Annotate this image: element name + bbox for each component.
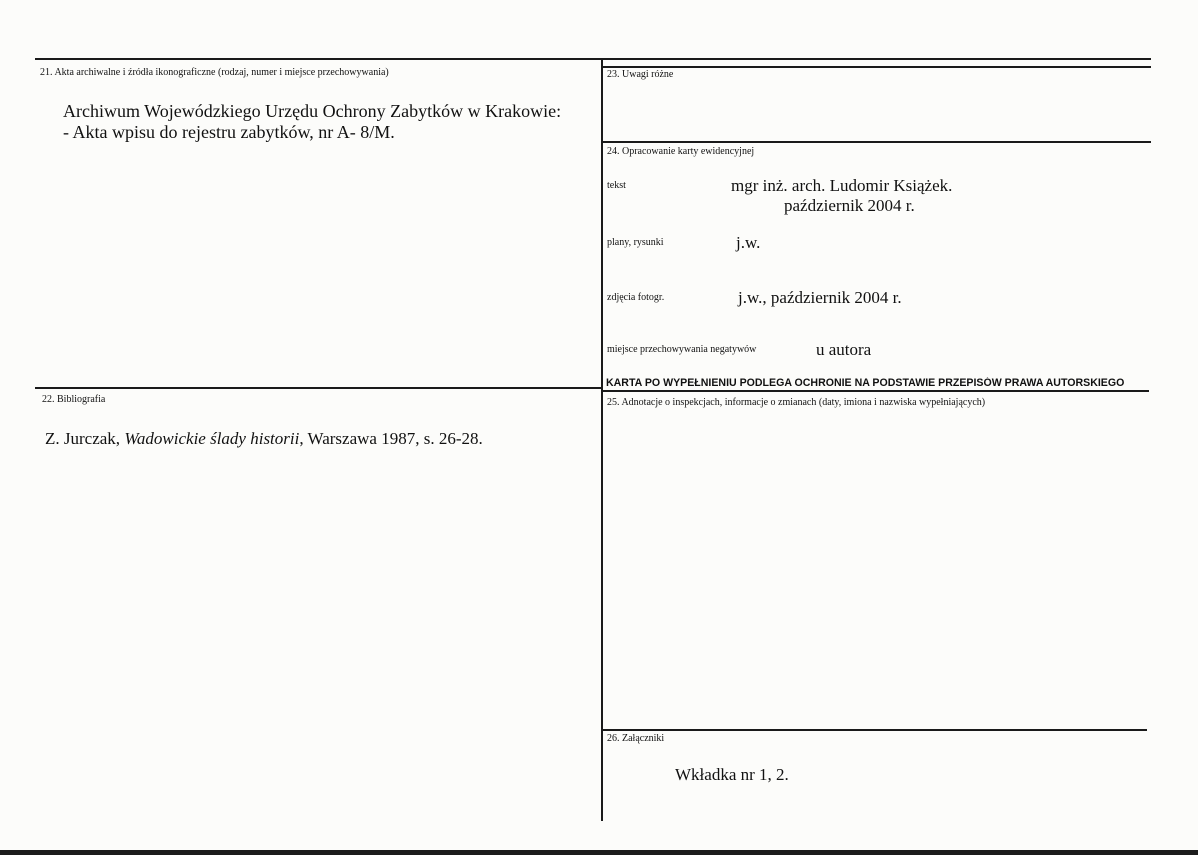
bibliography-author: Z. Jurczak, bbox=[45, 429, 121, 448]
bibliography-publication: , Warszawa 1987, s. 26-28. bbox=[299, 429, 483, 448]
tekst-author-value: mgr inż. arch. Ludomir Książek. bbox=[731, 176, 953, 195]
section23-top-rule bbox=[603, 66, 1151, 68]
section22-label: 22. Bibliografia bbox=[42, 394, 106, 405]
miejsce-label: miejsce przechowywania negatywów bbox=[607, 344, 757, 355]
section21-archive-line: Archiwum Wojewódzkiego Urzędu Ochrony Zabytków w Krakowie: bbox=[63, 101, 562, 121]
section24-label: 24. Opracowanie karty ewidencyjnej bbox=[607, 146, 755, 157]
attachments-value: Wkładka nr 1, 2. bbox=[675, 765, 789, 784]
section23-label: 23. Uwagi różne bbox=[607, 69, 674, 80]
section24-top-rule bbox=[603, 141, 1151, 143]
plany-label: plany, rysunki bbox=[607, 237, 664, 248]
bibliography-entry bbox=[45, 428, 483, 449]
mid-rule-left bbox=[35, 387, 603, 389]
section21-label: 21. Akta archiwalne i źródła ikonograficzne (rodzaj, numer i miejsce przechowywania) bbox=[40, 67, 389, 78]
section26-top-rule bbox=[603, 729, 1147, 731]
zdjecia-value: j.w., październik 2004 r. bbox=[738, 288, 902, 307]
section21-files-line: - Akta wpisu do rejestru zabytków, nr A- 8/M. bbox=[63, 122, 395, 142]
zdjecia-label: zdjęcia fotogr. bbox=[607, 292, 665, 303]
bibliography-title: Wadowickie ślady historii bbox=[124, 429, 300, 448]
center-divider bbox=[601, 58, 603, 821]
copyright-notice: KARTA PO WYPEŁNIENIU PODLEGA OCHRONIE NA PODSTAWIE PRZEPISÓW PRAWA AUTORSKIEGO bbox=[606, 377, 1125, 389]
plany-value: j.w. bbox=[736, 233, 761, 252]
tekst-date-value: październik 2004 r. bbox=[784, 196, 915, 215]
mid-rule-right bbox=[603, 390, 1149, 392]
section25-label: 25. Adnotacje o inspekcjach, informacje o zmianach (daty, imiona i nazwiska wypełniających) bbox=[607, 397, 986, 408]
section26-label: 26. Załączniki bbox=[607, 733, 665, 744]
tekst-label: tekst bbox=[607, 180, 626, 191]
top-rule bbox=[35, 58, 1151, 60]
miejsce-value: u autora bbox=[816, 340, 872, 359]
scan-bottom-edge bbox=[0, 850, 1198, 855]
